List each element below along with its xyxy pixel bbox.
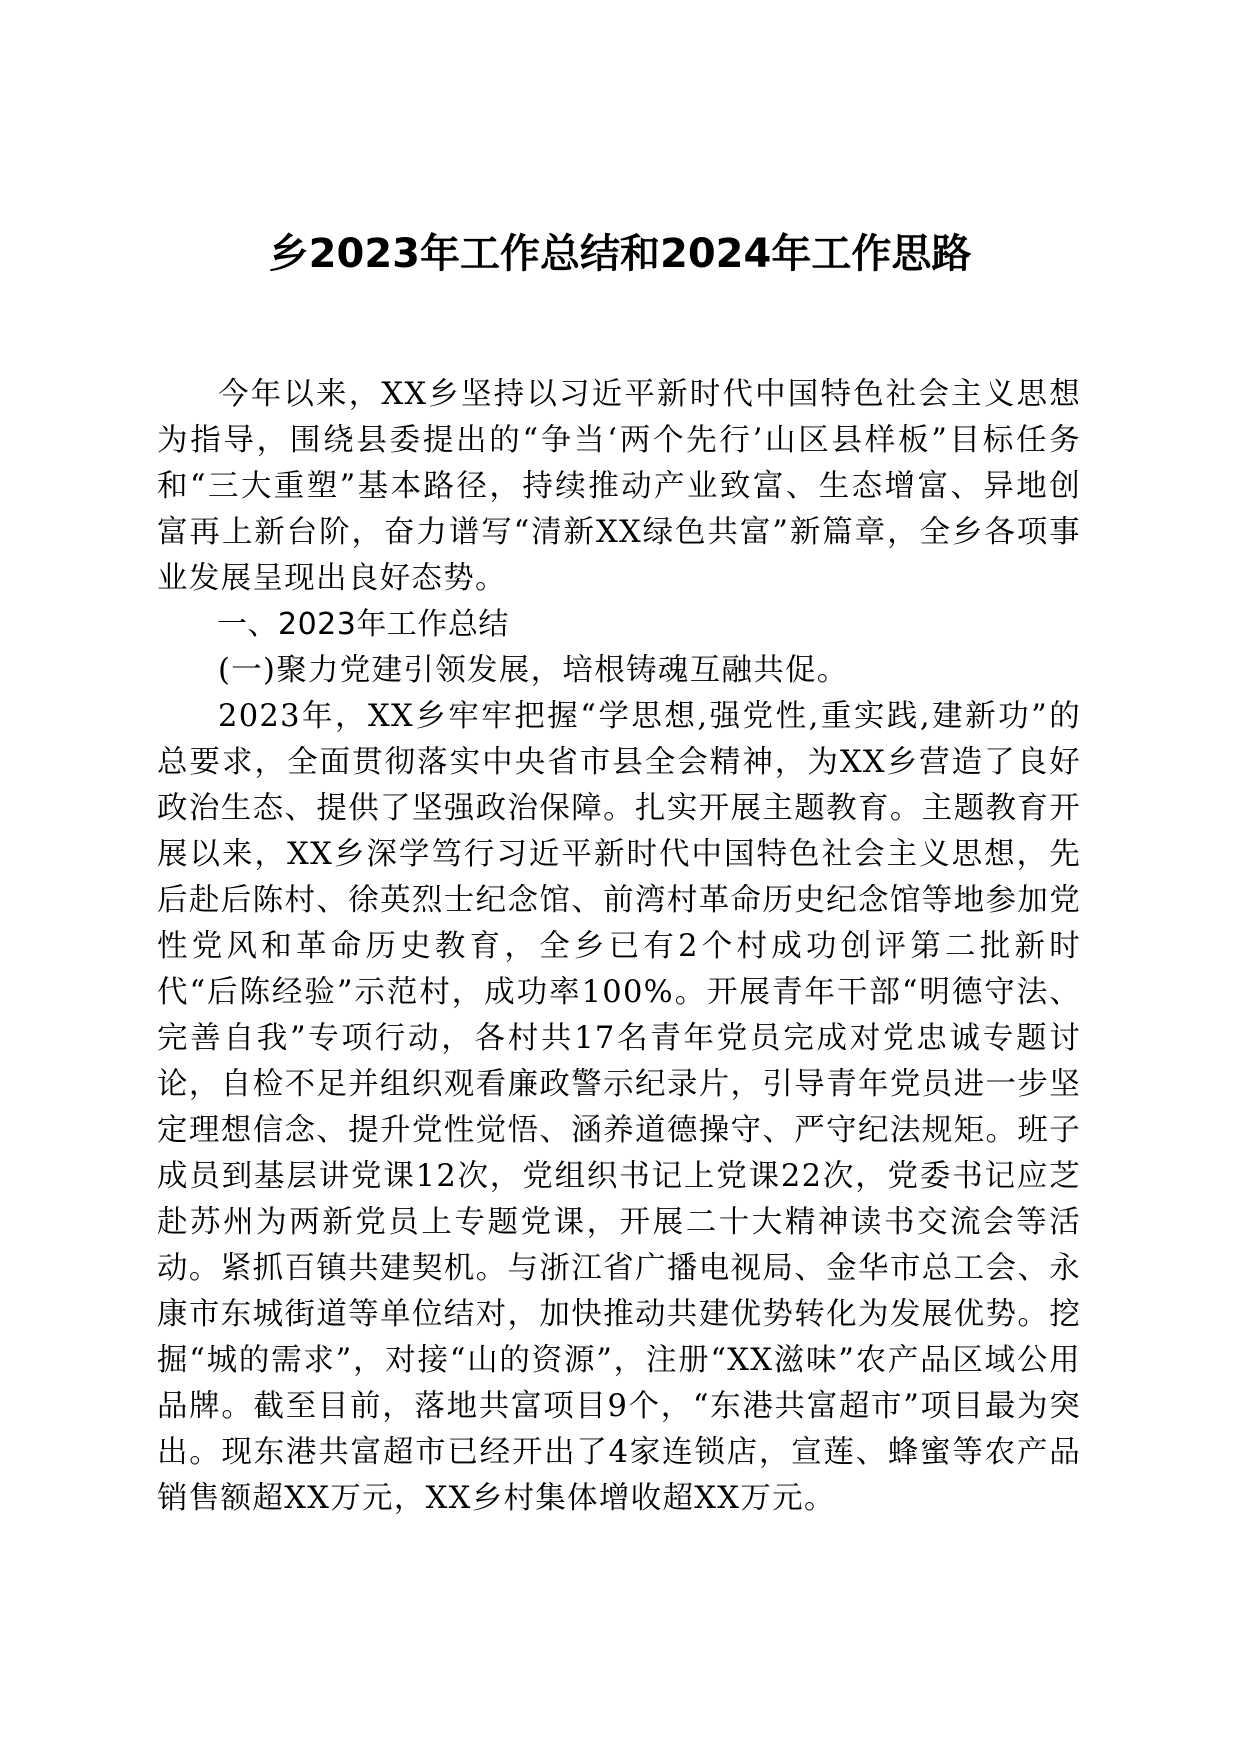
document-body (157, 372, 1081, 1522)
subsection-body-paragraph: 2023年，XX乡牢牢把握“学思想,强党性,重实践,建新功”的总要求，全面贯彻落实中央省市县全会精神，为XX乡营造了良好政治生态、提供了坚强政治保障。扎实开展主题教育。主题教育开展以来，XX乡深学笃行习近平新时代中国特色社会主义思想，先后赴后陈村、徐英烈士纪念馆、前湾村革命历史纪念馆等地参加党性党风和革命历史教育，全乡已有2个村成功创评第二批新时代“后陈经验”示范村，成功率100%。开展青年干部“明德守法、完善自我”专项行动，各村共17名青年党员完成对党忠诚专题讨论，自检不足并组织观看廉政警示纪录片，引导青年党员进一步坚定理想信念、提升党性觉悟、涵养道德操守、严守纪法规矩。班子成员到基层讲党课12次，党组织书记上党课22次，党委书记应芝赴苏州为两新党员上专题党课，开展二十大精神读书交流会等活动。紧抓百镇共建契机。与浙江省广播电视局、金华市总工会、永康市东城街道等单位结对，加快推动共建优势转化为发展优势。挖掘“城的需求”，对接“山的资源”，注册“XX滋味”农产品区域公用品牌。截至目前，落地共富项目9个，“东港共富超市”项目最为突出。现东港共富超市已经开出了4家连锁店，宣莲、蜂蜜等农产品销售额超XX万元，XX乡村集体增收超XX万元。 (157, 699, 1081, 1516)
document-title: 乡2023年工作总结和2024年工作思路 (268, 231, 972, 277)
section-heading: 一、2023年工作总结 (217, 607, 509, 642)
intro-paragraph: 今年以来，XX乡坚持以习近平新时代中国特色社会主义思想为指导，围绕县委提出的“争当‘两个先行’山区县样板”目标任务和“三大重塑”基本路径，持续推动产业致富、生态增富、异地创富再上新台阶，奋力谱写“清新XX绿色共富”新篇章，全乡各项事业发展呈现出良好态势。 (157, 377, 1081, 596)
subsection-heading: (一)聚力党建引领发展，培根铸魂互融共促。 (218, 653, 849, 688)
